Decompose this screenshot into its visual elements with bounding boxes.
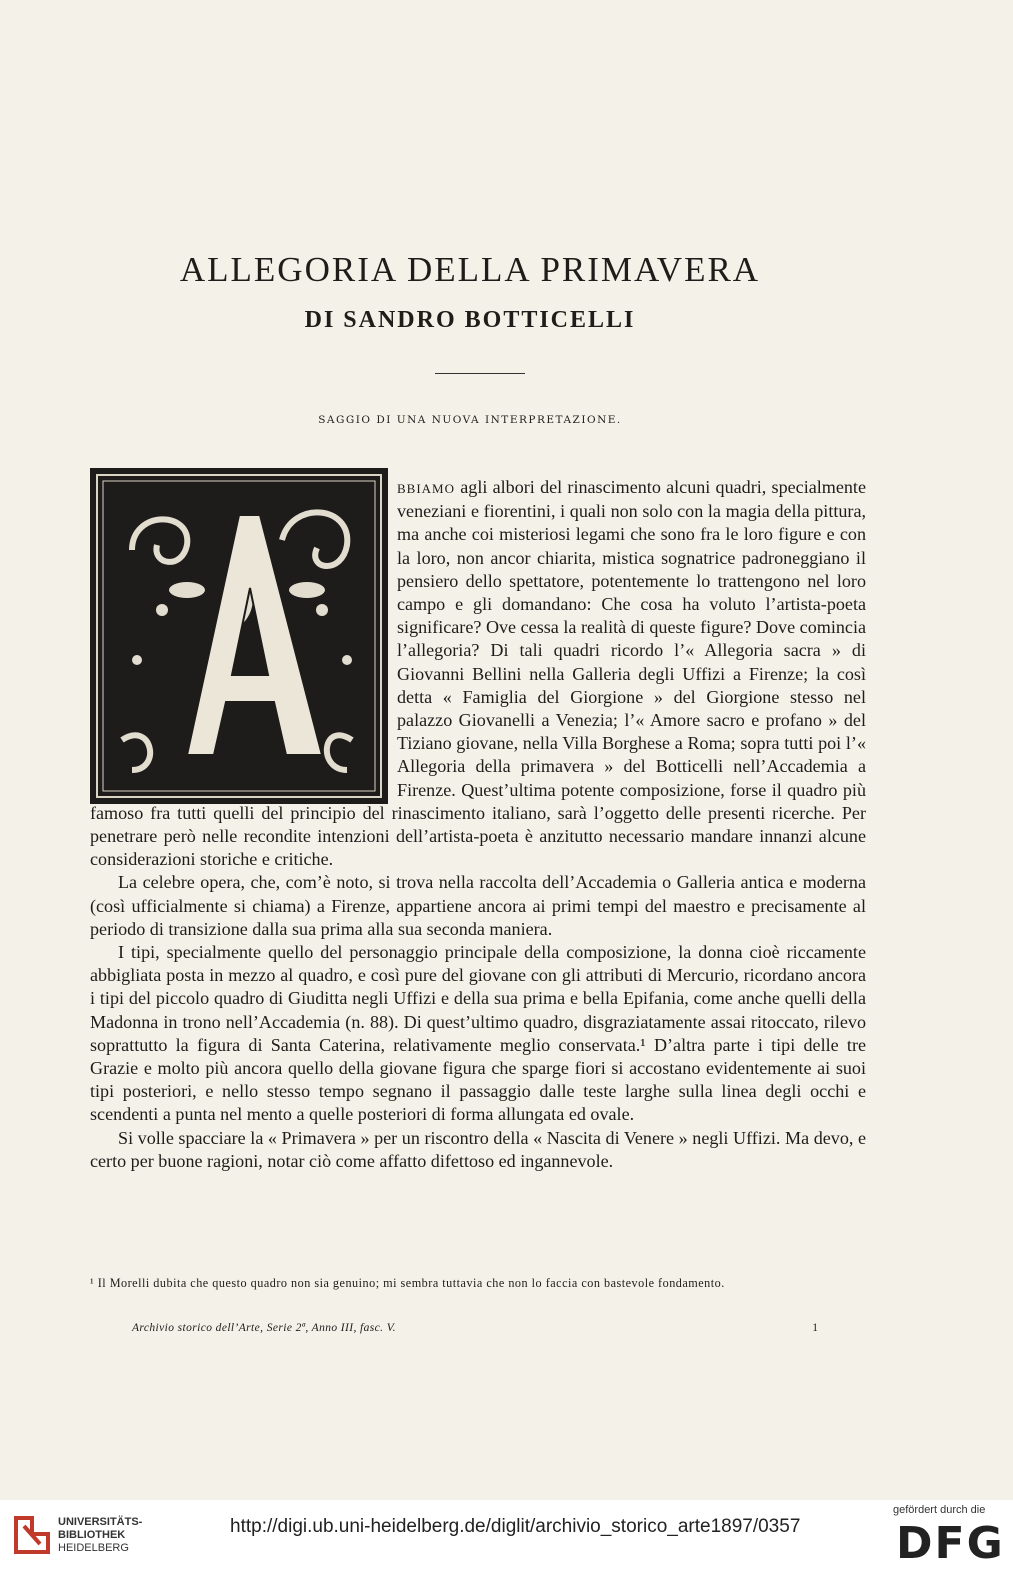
svg-text:A: A [239,770,240,771]
paragraph-2: La celebre opera, che, com’è noto, si trova nella raccolta dell’Accademia o Galleria antica e moderna (così ufficialmente si chiama) a Firenze, appartiene ancora ai primi tempi del maestro e precisamente al periodo di transizione dalla sua prima alla sua seconda maniera. [90,872,866,939]
digitization-footer [0,1500,1013,1591]
page-title: ALLEGORIA DELLA PRIMAVERA [179,250,761,289]
permalink-url[interactable]: http://digi.ub.uni-heidelberg.de/diglit/archivio_storico_arte1897/0357 [230,1516,801,1537]
title-divider [435,373,525,374]
paragraph-4: Si volle spacciare la « Primavera » per un riscontro della « Nascita di Venere » negli Uffizi. Ma devo, e certo per buone ragioni, notar ciò come affatto difettoso ed ingannevole. [90,1127,866,1171]
library-city: HEIDELBERG [58,1542,129,1554]
funding-note: gefördert durch die [893,1504,986,1516]
journal-citation: Archivio storico dell’Arte, Serie 2ª, Anno III, fasc. V. [132,1322,396,1334]
dfg-logo: DFG [896,1518,1005,1569]
library-name-line-2: BIBLIOTHEK [58,1529,126,1541]
essay-label: SAGGIO DI UNA NUOVA INTERPRETAZIONE. [318,414,622,426]
paragraph-opening-word: BBIAMO [397,481,456,496]
page-number: 1 [812,1322,818,1334]
university-library-logo-icon [12,1514,52,1556]
page-subtitle: DI SANDRO BOTTICELLI [304,307,636,333]
paragraph-3: I tipi, specialmente quello del personaggio principale della composizione, la donna cioè riccamente abbigliata posta in mezzo al quadro, e così pure del giovane con gli attributi di Mercurio, ricordano ancora i tipi del piccolo quadro di Giuditta negli Uffizi e della sua prima e bella Epifania, come anche quelli della Madonna in trono nell’Accademia (n. 88). Di quest’ultimo quadro, disgraziatamente assai ritoccato, rilevo soprattutto la figura di Santa Caterina, relativamente meglio conservata.¹ D’altra parte i tipi delle tre Grazie e molto più ancora quello della giovane figura che sparge fiori si accostano evidentemente ai suoi tipi posteriori, e nello stesso tempo segnano il passaggio dalle teste larghe sulla linea degli occhi e scendenti a punta nel mento a quelle posteriori di forma allungata ed ovale. [90,942,866,1125]
article-body [90,476,866,1173]
library-name [58,1516,142,1542]
library-name-line-1: UNIVERSITÄTS- [58,1516,143,1528]
paragraph-1: agli albori del rinascimento alcuni quadri, specialmente veneziani e fiorentini, i quali non solo con la magia della pittura, ma anche coi misteriosi legami che sono fra le loro figure e con la loro, non ancor chiarita, mistica sognatrice padroneggiano il pensiero dello spettatore, potentemente lo trattengono nel loro campo e gli domandano: Che cosa ha voluto l’artista-poeta significare? Ove cessa la realità di queste figure? Dove comincia l’allegoria? Di tali quadri ricordo l’« Allegoria sacra » di Giovanni Bellini nella Galleria degli Uffizi a Firenze; la così detta « Famiglia del Giorgione » del Giorgione stesso nel palazzo Giovanelli a Venezia; l’« Amore sacro e profano » del Tiziano giovane, nella Villa Borghese a Roma; sopra tutti poi l’« Allegoria della primavera » del Botticelli nell’Accademia a Firenze. Quest’ultima potente composizione, forse il quadro più famoso fra tutti quelli del principio del rinascimento italiano, sarà l’oggetto delle presenti ricerche. Per penetrare però nelle recondite intenzioni dell’artista-poeta è anzitutto necessario mandare innanzi alcune considerazioni storiche e critiche. [90,477,866,870]
footnote: ¹ Il Morelli dubita che questo quadro non sia genuino; mi sembra tuttavia che non lo faccia con bastevole fondamento. [90,1276,725,1290]
